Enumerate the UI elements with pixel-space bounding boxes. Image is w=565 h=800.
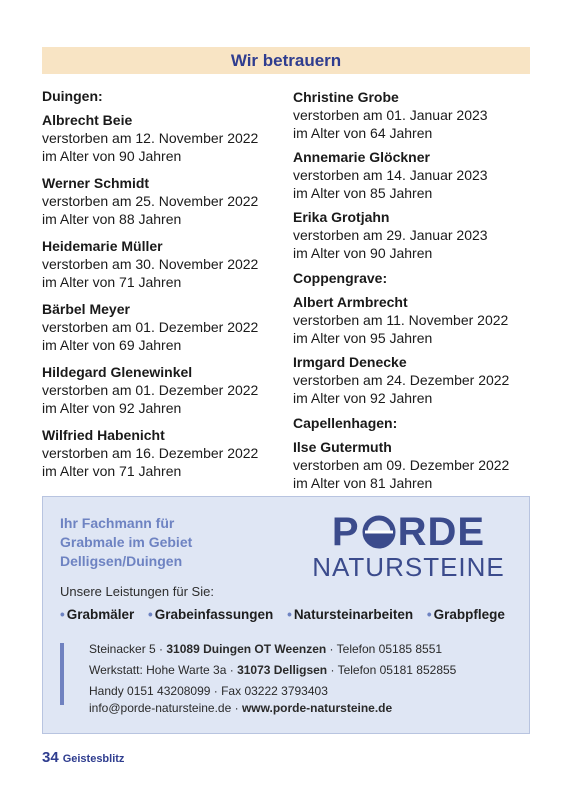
age-at-death: im Alter von 85 Jahren — [293, 185, 433, 201]
age-at-death: im Alter von 90 Jahren — [42, 148, 182, 164]
place-heading: Capellenhagen: — [293, 415, 398, 431]
deceased-name: Hildegard Glenewinkel — [42, 364, 193, 380]
obituary-entry — [42, 237, 282, 291]
obituary-entry — [293, 88, 543, 142]
ad-tagline — [60, 514, 192, 571]
ad-tagline-line: Delligsen/Duingen — [60, 553, 183, 569]
ad-tagline-line: Ihr Fachmann für — [60, 515, 175, 531]
age-at-death: im Alter von 71 Jahren — [42, 463, 182, 479]
deceased-name: Irmgard Denecke — [293, 354, 407, 370]
deceased-name: Ilse Gutermuth — [293, 439, 392, 455]
deceased-name: Christine Grobe — [293, 89, 399, 105]
age-at-death: im Alter von 92 Jahren — [293, 390, 433, 406]
contact-web-line — [89, 698, 456, 719]
service-item: • Grabeinfassungen — [148, 607, 274, 622]
contact-phone-line: Handy 0151 43208099 · Fax 03222 3793403 — [89, 684, 328, 698]
contact-info — [89, 639, 456, 719]
death-date: verstorben am 11. November 2022 — [293, 312, 509, 328]
death-date: verstorben am 30. November 2022 — [42, 256, 259, 272]
logo-subtitle: NATURSTEINE — [312, 552, 505, 582]
death-date: verstorben am 01. Januar 2023 — [293, 107, 488, 123]
obituary-entry — [42, 111, 282, 165]
obituary-entry — [42, 300, 282, 354]
left-column — [42, 88, 282, 489]
obituary-entry — [293, 353, 543, 407]
contact-address-line: Steinacker 5 · 31089 Duingen OT Weenzen · Telefon 05185 8551 — [89, 642, 443, 656]
obituary-entry — [293, 148, 543, 202]
place-heading: Duingen: — [42, 88, 103, 104]
logo-text-left: P — [331, 510, 360, 554]
deceased-name: Bärbel Meyer — [42, 301, 130, 317]
logo-text-right: RDE — [397, 510, 486, 554]
obituary-entry — [42, 426, 282, 480]
death-date: verstorben am 25. November 2022 — [42, 193, 259, 209]
age-at-death: im Alter von 71 Jahren — [42, 274, 182, 290]
logo-circle-icon — [362, 515, 396, 549]
deceased-name: Erika Grotjahn — [293, 209, 390, 225]
obituary-entry — [42, 174, 282, 228]
advertisement — [42, 496, 530, 734]
page-footer — [42, 749, 124, 767]
magazine-name: Geistesblitz — [62, 753, 125, 765]
deceased-name: Albert Armbrecht — [293, 294, 408, 310]
bullet-icon: • — [287, 607, 292, 622]
age-at-death: im Alter von 90 Jahren — [293, 245, 433, 261]
death-date: verstorben am 01. Dezember 2022 — [42, 382, 259, 398]
age-at-death: im Alter von 64 Jahren — [293, 125, 433, 141]
bullet-icon: • — [148, 607, 153, 622]
bullet-icon: • — [426, 607, 432, 622]
deceased-name: Heidemarie Müller — [42, 238, 163, 254]
bullet-icon: • — [60, 607, 65, 622]
deceased-name: Wilfried Habenicht — [42, 427, 165, 443]
age-at-death: im Alter von 88 Jahren — [42, 211, 182, 227]
email-link[interactable]: info@porde-natursteine.de · — [89, 701, 242, 715]
page-number: 34 — [42, 749, 59, 766]
death-date: verstorben am 24. Dezember 2022 — [293, 372, 510, 388]
deceased-name: Albrecht Beie — [42, 112, 133, 128]
section-header — [42, 47, 530, 74]
service-item: • Grabpflege — [426, 607, 505, 622]
obituary-entry — [293, 208, 543, 262]
services-list — [60, 607, 515, 622]
contact-divider-bar — [60, 643, 64, 705]
age-at-death: im Alter von 69 Jahren — [42, 337, 182, 353]
death-date: verstorben am 12. November 2022 — [42, 130, 259, 146]
death-date: verstorben am 14. Januar 2023 — [293, 167, 488, 183]
website-link[interactable]: www.porde-natursteine.de — [241, 701, 393, 715]
right-column — [293, 88, 543, 498]
death-date: verstorben am 09. Dezember 2022 — [293, 457, 510, 473]
service-item: • Grabmäler — [60, 607, 135, 622]
ad-tagline-line: Grabmale im Gebiet — [60, 534, 193, 550]
obituary-entry — [293, 293, 543, 347]
age-at-death: im Alter von 92 Jahren — [42, 400, 182, 416]
obituary-entry — [293, 438, 543, 492]
deceased-name: Annemarie Glöckner — [293, 149, 430, 165]
death-date: verstorben am 01. Dezember 2022 — [42, 319, 259, 335]
page-title: Wir betrauern — [230, 51, 342, 70]
service-item: • Natursteinarbeiten — [287, 607, 414, 622]
place-heading: Coppengrave: — [293, 270, 388, 286]
services-label: Unsere Leistungen für Sie: — [60, 584, 214, 599]
age-at-death: im Alter von 95 Jahren — [293, 330, 433, 346]
contact-workshop-line: Werkstatt: Hohe Warte 3a · 31073 Delligsen · Telefon 05181 852855 — [89, 663, 457, 677]
death-date: verstorben am 29. Januar 2023 — [293, 227, 488, 243]
porde-logo — [301, 511, 516, 581]
obituary-entry — [42, 363, 282, 417]
death-date: verstorben am 16. Dezember 2022 — [42, 445, 259, 461]
deceased-name: Werner Schmidt — [42, 175, 150, 191]
age-at-death: im Alter von 81 Jahren — [293, 475, 433, 491]
